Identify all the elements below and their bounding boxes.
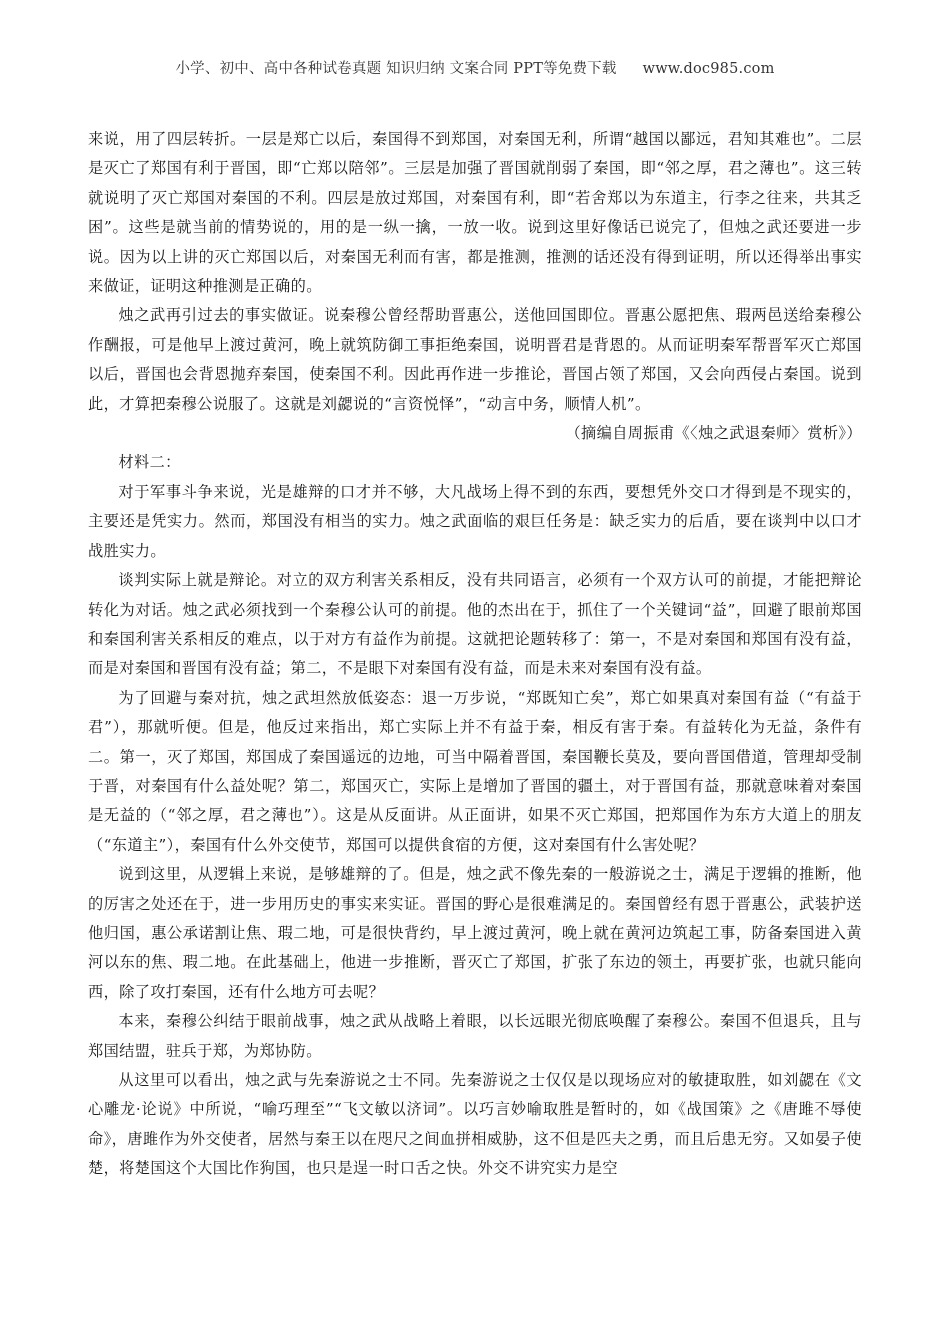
- source-citation: （摘编自周振甫《〈烛之武退秦师〉赏析》）: [565, 424, 862, 443]
- header-text: 小学、初中、高中各种试卷真题 知识归纳 文案合同 PPT等免费下载: [175, 61, 617, 77]
- paragraph: 谈判实际上就是辩论。对立的双方利害关系相反，没有共同语言，必须有一个双方认可的前提，才能把辩论转化为对话。烛之武必须找到一个秦穆公认可的前提。他的杰出在于，抓住了一个关键词“益”，回避了眼前郑国和秦国利害关系相反的难点，以于对方有益作为前提。这就把论题转移了：第一，不是对秦国和郑国有没有益，而是对秦国和晋国有没有益；第二，不是眼下对秦国有没有益，而是未来对秦国有没有益。: [88, 571, 862, 678]
- page-header: [0, 57, 950, 78]
- article-body: [88, 125, 862, 1184]
- material-label: 材料二：: [118, 453, 181, 472]
- paragraph: 从这里可以看出，烛之武与先秦游说之士不同。先秦游说之士仅仅是以现场应对的敏捷取胜，如刘勰在《文心雕龙·论说》中所说，“喻巧理至”“飞文敏以济词”。以巧言妙喻取胜是暂时的，如《战国策》之《唐雎不辱使命》，唐雎作为外交使者，居然与秦王以在咫尺之间血拼相威胁，这不但是匹夫之勇，而且后患无穷。又如晏子使楚，将楚国这个大国比作狗国，也只是逞一时口舌之快。外交不讲究实力是空: [88, 1071, 862, 1178]
- paragraph: 对于军事斗争来说，光是雄辩的口才并不够，大凡战场上得不到的东西，要想凭外交口才得到是不现实的，主要还是凭实力。然而，郑国没有相当的实力。烛之武面临的艰巨任务是：缺乏实力的后盾，要在谈判中以口才战胜实力。: [88, 482, 862, 560]
- paragraph: 说到这里，从逻辑上来说，是够雄辩的了。但是，烛之武不像先秦的一般游说之士，满足于逻辑的推断，他的厉害之处还在于，进一步用历史的事实来实证。晋国的野心是很难满足的。秦国曾经有恩于晋惠公，武装护送他归国，惠公承诺割让焦、瑕二地，可是很快背约，早上渡过黄河，晚上就在黄河边筑起工事，防备秦国进入黄河以东的焦、瑕二地。在此基础上，他进一步推断，晋灭亡了郑国，扩张了东边的领土，再要扩张，也就只能向西，除了攻打秦国，还有什么地方可去呢？: [88, 865, 862, 1001]
- paragraph: 本来，秦穆公纠结于眼前战事，烛之武从战略上着眼，以长远眼光彻底唤醒了秦穆公。秦国不但退兵，且与郑国结盟，驻兵于郑，为郑协防。: [88, 1012, 862, 1060]
- paragraph: 烛之武再引过去的事实做证。说秦穆公曾经帮助晋惠公，送他回国即位。晋惠公愿把焦、瑕两邑送给秦穆公作酬报，可是他早上渡过黄河，晚上就筑防御工事拒绝秦国，说明晋君是背恩的。从而证明秦军帮晋军灭亡郑国以后，晋国也会背恩抛弃秦国，使秦国不利。因此再作进一步推论，晋国占领了郑国，又会向西侵占秦国。说到此，才算把秦穆公说服了。这就是刘勰说的“言资悦怿”，“动言中务，顺情人机”。: [88, 306, 862, 413]
- paragraph: 为了回避与秦对抗，烛之武坦然放低姿态：退一万步说，“郑既知亡矣”，郑亡如果真对秦国有益（“有益于君”），那就听便。但是，他反过来指出，郑亡实际上并不有益于秦，相反有害于秦。有益转化为无益，条件有二。第一，灭了郑国，郑国成了秦国遥远的边地，可当中隔着晋国，秦国鞭长莫及，要向晋国借道，管理却受制于晋，对秦国有什么益处呢？第二，郑国灭亡，实际上是增加了晋国的疆土，对于晋国有益，那就意味着对秦国是无益的（“邻之厚，君之薄也”）。这是从反面讲。从正面讲，如果不灭亡郑国，把郑国作为东方大道上的朋友（“东道主”），秦国有什么外交使节，郑国可以提供食宿的方便，这对秦国有什么害处呢？: [88, 688, 862, 854]
- paragraph-continuation: 来说，用了四层转折。一层是郑亡以后，秦国得不到郑国，对秦国无利，所谓“越国以鄙远，君知其难也”。二层是灭亡了郑国有利于晋国，即“亡郑以陪邻”。三层是加强了晋国就削弱了秦国，即“邻之厚，君之薄也”。这三转就说明了灭亡郑国对秦国的不利。四层是放过郑国，对秦国有利，即“若舍郑以为东道主，行李之往来，共其乏困”。这些是就当前的情势说的，用的是一纵一擒，一放一收。说到这里好像话已说完了，但烛之武还要进一步说。因为以上讲的灭亡郑国以后，对秦国无利而有害，都是推测，推测的话还没有得到证明，所以还得举出事实来做证，证明这种推测是正确的。: [88, 130, 862, 296]
- header-site: www.doc985.com: [642, 61, 775, 77]
